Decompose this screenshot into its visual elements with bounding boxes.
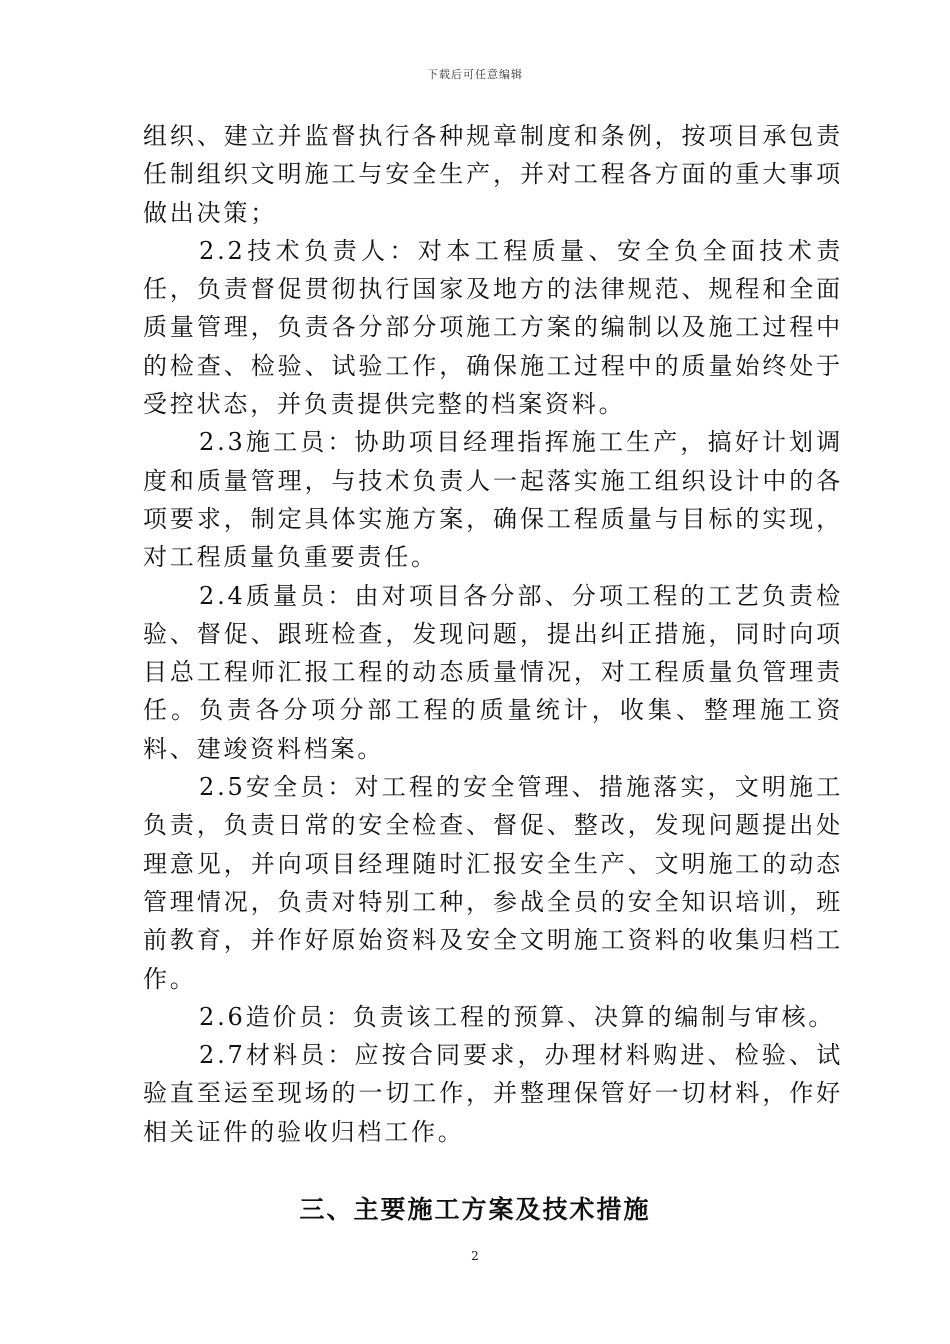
paragraph-safety-officer: 2.5安全员：对工程的安全管理、措施落实，文明施工负责，负责日常的安全检查、督促、整改，发现问题提出处理意见，并向项目经理随时汇报安全生产、文明施工的动态管理情况，负责对特别工种，参战全员的安全知识培训，班前教育，并作好原始资料及安全文明施工资料的收集归档工作。 (143, 773, 843, 993)
paragraph-materials-officer: 2.7材料员：应按合同要求，办理材料购进、检验、试验直至运至现场的一切工作，并整理保管好一切材料，作好相关证件的验收归档工作。 (143, 1041, 843, 1146)
document-body (143, 117, 843, 1151)
paragraph-construction-officer: 2.3施工员：协助项目经理指挥施工生产，搞好计划调度和质量管理，与技术负责人一起落实施工组织设计中的各项要求，制定具体实施方案，确保工程质量与目标的实现，对工程质量负重要责任。 (143, 428, 843, 572)
header-note: 下载后可任意编辑 (427, 68, 523, 81)
paragraph-technical-lead: 2.2技术负责人：对本工程质量、安全负全面技术责任，负责督促贯彻执行国家及地方的法律规范、规程和全面质量管理，负责各分部分项施工方案的编制以及施工过程中的检查、检验、试验工作，确保施工过程中的质量始终处于受控状态，并负责提供完整的档案资料。 (143, 236, 843, 419)
section-heading: 三、主要施工方案及技术措施 (299, 1195, 651, 1224)
page-number: 2 (471, 1249, 479, 1263)
paragraph-quality-officer: 2.4质量员：由对项目各分部、分项工程的工艺负责检验、督促、跟班检查，发现问题，提出纠正措施，同时向项目总工程师汇报工程的动态质量情况，对工程质量负管理责任。负责各分项分部工程的质量统计，收集、整理施工资料、建竣资料档案。 (143, 581, 843, 763)
paragraph-continuation: 组织、建立并监督执行各种规章制度和条例，按项目承包责任制组织文明施工与安全生产，并对工程各方面的重大事项做出决策； (143, 122, 843, 227)
paragraph-cost-officer: 2.6造价员：负责该工程的预算、决算的编制与审核。 (199, 1002, 836, 1031)
